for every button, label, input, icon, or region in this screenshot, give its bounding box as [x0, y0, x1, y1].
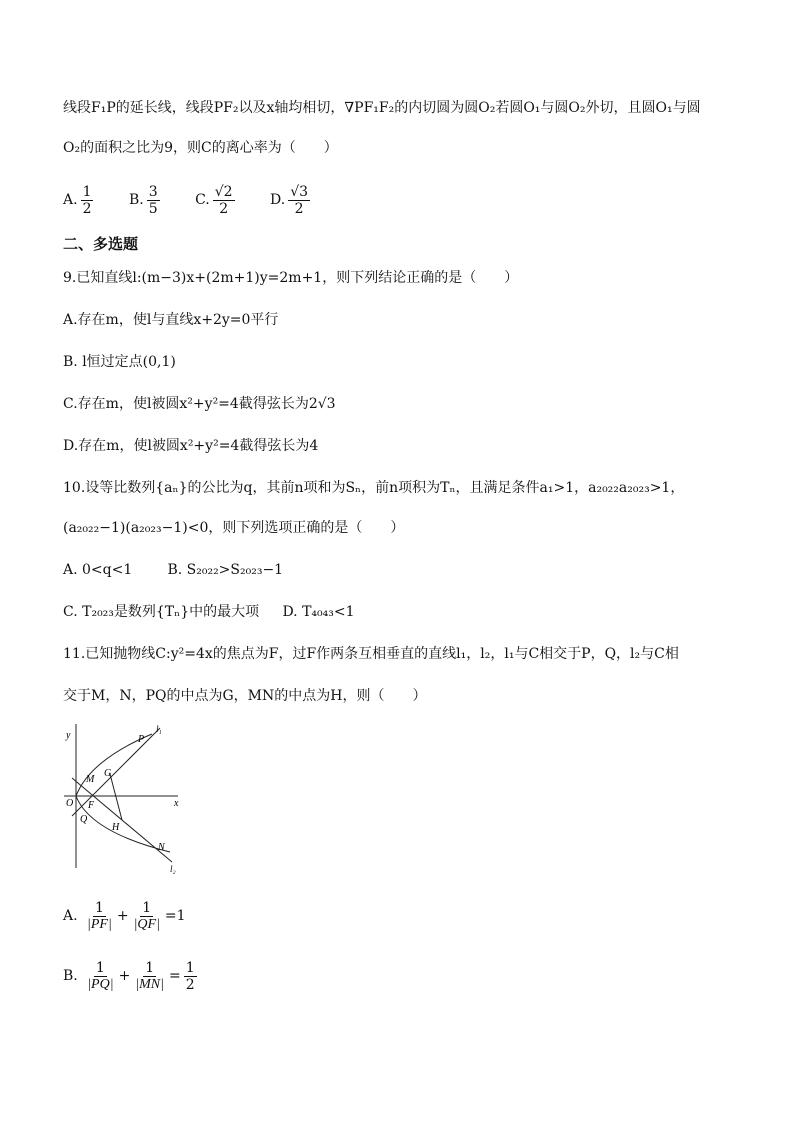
line-l1	[72, 728, 160, 816]
section-title: 二、多选题	[63, 235, 139, 253]
q10-option-b[interactable]: B. S₂₀₂₂>S₂₀₂₃−1	[167, 562, 284, 578]
label-q: Q	[80, 814, 88, 825]
numerator: 1	[145, 959, 155, 976]
option-label: C.	[195, 192, 210, 208]
numerator: 1	[185, 959, 195, 976]
q11-stem-line1: 11.已知抛物线C:y²=4x的焦点为F，过F作两条互相垂直的直线l₁，l₂，l₁与C相交于P，Q，l₂与C相	[63, 646, 679, 662]
q9-option-b[interactable]: B. l恒过定点(0,1)	[63, 354, 176, 370]
q11-stem-line2: 交于M，N，PQ的中点为G，MN的中点为H，则（ ）	[63, 688, 427, 704]
label-y: y	[66, 730, 71, 741]
q10-option-a[interactable]: A. 0<q<1	[63, 562, 133, 578]
fraction	[213, 184, 235, 217]
denominator: 2	[82, 200, 92, 217]
denominator: 2	[219, 200, 229, 217]
q10-option-c[interactable]: C. T₂₀₂₃是数列{Tₙ}中的最大项	[63, 604, 260, 620]
denominator: |QF|	[133, 916, 160, 932]
numerator: 1	[82, 183, 92, 200]
label-l2: l₂	[170, 864, 176, 874]
denominator: |PF|	[87, 916, 112, 932]
label-m: M	[86, 774, 95, 785]
numerator: 1	[142, 899, 152, 916]
option-label: A.	[63, 192, 78, 208]
q8-line2: O₂的面积之比为9，则C的离心率为（ ）	[63, 140, 338, 156]
q8-options	[63, 182, 341, 218]
label-f: F	[88, 800, 95, 811]
label-l1: l₁	[156, 724, 162, 734]
q8-option-d[interactable]	[270, 182, 313, 218]
denominator: 5	[148, 200, 158, 217]
numerator: 3	[148, 183, 158, 200]
denominator: |MN|	[135, 976, 164, 992]
option-label: B.	[63, 968, 78, 984]
q8-line1: 线段F₁P的延长线，线段PF₂以及x轴均相切，∇PF₁F₂的内切圆为圆O₂若圆O₁与圆O₂外切，且圆O₁与圆	[63, 100, 701, 116]
fraction	[147, 184, 160, 217]
q8-option-a[interactable]	[63, 182, 96, 218]
fraction	[184, 960, 197, 993]
rhs: =1	[164, 908, 186, 924]
q9-option-a[interactable]: A.存在m，使l与直线x+2y=0平行	[63, 312, 279, 328]
q10-stem-line1: 10.设等比数列{aₙ}的公比为q，其前n项和为Sₙ，前n项积为Tₙ，且满足条件a₁>1，a₂₀₂₂a₂₀₂₃>1，	[63, 480, 685, 496]
label-g: G	[104, 768, 112, 779]
label-o: O	[66, 798, 74, 809]
numerator: 1	[95, 959, 105, 976]
fraction	[288, 184, 310, 217]
numerator: 1	[94, 899, 104, 916]
q10-stem-line2: (a₂₀₂₂−1)(a₂₀₂₃−1)<0，则下列选项正确的是（ ）	[63, 520, 405, 536]
q10-options-row2	[63, 602, 355, 622]
fraction	[81, 184, 94, 217]
numerator: √2	[214, 183, 233, 200]
fraction	[133, 960, 166, 993]
option-label: D.	[270, 192, 286, 208]
label-h: H	[112, 822, 120, 833]
option-label: A.	[63, 908, 78, 924]
q9-option-c[interactable]: C.存在m，使l被圆x²+y²=4截得弦长为2√3	[63, 396, 336, 412]
label-n: N	[158, 842, 165, 853]
denominator: |PQ|	[87, 976, 114, 992]
segment-gh	[110, 774, 122, 820]
option-label: B.	[128, 192, 144, 208]
fraction	[85, 900, 114, 933]
fraction	[132, 900, 162, 933]
q9-stem: 9.已知直线l:(m−3)x+(2m+1)y=2m+1，则下列结论正确的是（ ）	[63, 270, 519, 286]
q10-option-d[interactable]: D. T₄₀₄₃<1	[282, 604, 355, 620]
label-x: x	[174, 798, 179, 809]
q8-option-b[interactable]	[129, 182, 163, 218]
fraction	[85, 960, 115, 993]
q10-options-row1	[63, 560, 283, 580]
denominator: 2	[294, 200, 304, 217]
numerator: √3	[290, 183, 309, 200]
q8-option-c[interactable]	[195, 182, 238, 218]
parabola-figure	[60, 720, 190, 880]
denominator: 2	[185, 976, 195, 993]
q11-option-a[interactable]: A. $\frac{1}{|PF|}$ + $\frac{1}{|QF|}$ =1	[63, 899, 186, 932]
q9-option-d[interactable]: D.存在m，使l被圆x²+y²=4截得弦长为4	[63, 438, 319, 454]
q11-option-b[interactable]: B. $\frac{1}{|PQ|}$ + $\frac{1}{|MN|}$ = $\frac{1}{2}$	[63, 959, 195, 993]
label-p: P	[138, 734, 145, 745]
